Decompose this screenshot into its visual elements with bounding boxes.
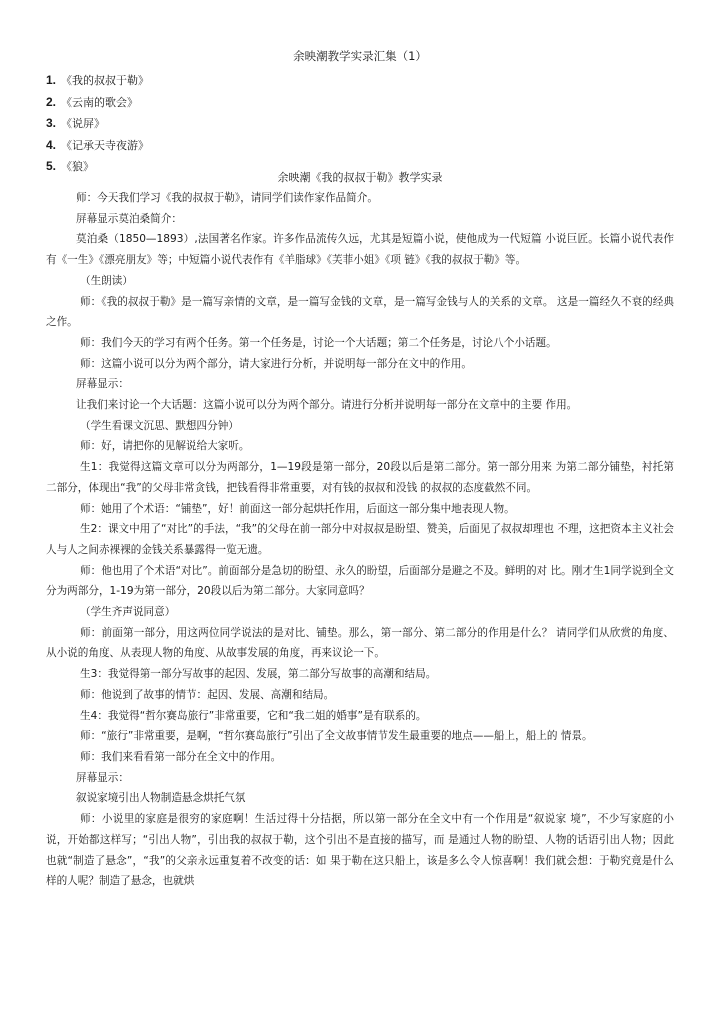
paragraph: 师：小说里的家庭是很穷的家庭啊！生活过得十分拮据，所以第一部分在全文中有一个作用是“叙说家 境”，不少写家庭的小说，开始都这样写；“引出人物”，引出我的叔叔于勒，这个引出不是直接的描写，而 是通过人物的盼望、人物的话语引出人物；因此也就“制造了悬念”，“我”的父亲永远重复着不改变的话：如 果于勒在这只船上，该是多么令人惊喜啊！我们就会想：于勒究竟是什么样的人呢？制造了悬念，也就烘 bbox=[46, 813, 674, 888]
paragraph: 叙说家境引出人物制造悬念烘托气氛 bbox=[76, 792, 246, 805]
paragraph: 师：他说到了故事的情节：起因、发展、高潮和结局。 bbox=[80, 688, 335, 701]
paragraph: 师：这篇小说可以分为两个部分，请大家进行分析，并说明每一部分在文中的作用。 bbox=[80, 357, 472, 370]
toc-item bbox=[46, 70, 149, 92]
paragraph: 屏幕显示莫泊桑简介： bbox=[76, 212, 182, 225]
paragraph: 让我们来讨论一个大话题：这篇小说可以分为两个部分。请进行分析并说明每一部分在文章中的主要 作用。 bbox=[76, 399, 578, 412]
toc-text: 《说屏》 bbox=[61, 117, 106, 130]
toc-number: 5. bbox=[46, 159, 57, 173]
paragraph: 师：前面第一部分，用这两位同学说法的是对比、铺垫。那么，第一部分、第二部分的作用是什么？ 请同学们从欣赏的角度、从小说的角度、从表现人物的角度、从故事发展的角度，再来议论一下。 bbox=[46, 626, 674, 660]
paragraph: 师：她用了个术语：“铺垫”，好！前面这一部分起烘托作用，后面这一部分集中地表现人物。 bbox=[80, 502, 515, 515]
toc-number: 1. bbox=[46, 73, 57, 87]
toc-number: 3. bbox=[46, 116, 57, 130]
paragraph: 屏幕显示： bbox=[76, 771, 129, 784]
paragraph: 生4：我觉得“哲尔赛岛旅行”非常重要，它和“我二姐的婚事”是有联系的。 bbox=[80, 709, 427, 722]
paragraph: （生朗读） bbox=[80, 274, 133, 287]
paragraph: 生1：我觉得这篇文章可以分为两部分，1—19段是第一部分，20段以后是第二部分。第一部分用来 为第二部分铺垫，衬托第二部分，体现出“我”的父母非常贪钱，把钱看得非常重要，对有钱的叔叔和没钱 的叔叔的态度截然不同。 bbox=[46, 461, 674, 494]
toc-text: 《云南的歌会》 bbox=[61, 95, 139, 109]
paragraph: （学生齐声说同意） bbox=[80, 606, 176, 619]
paragraph: 师：今天我们学习《我的叔叔于勒》，请同学们读作家作品简介。 bbox=[76, 192, 378, 204]
document-body bbox=[46, 188, 674, 892]
paragraph: 师：“旅行”非常重要，是啊，“哲尔赛岛旅行”引出了全文故事情节发生最重要的地点——船上，船上的 情景。 bbox=[80, 730, 593, 743]
lesson-title: 余映潮《我的叔叔于勒》教学实录 bbox=[277, 171, 443, 184]
paragraph: 师：《我的叔叔于勒》是一篇写亲情的文章，是一篇写金钱的文章，是一篇写金钱与人的关系的文章。 这是一篇经久不衰的经典之作。 bbox=[46, 295, 674, 329]
table-of-contents bbox=[46, 70, 149, 178]
toc-number: 4. bbox=[46, 137, 57, 152]
paragraph: 师：我们来看看第一部分在全文中的作用。 bbox=[80, 750, 282, 763]
paragraph: 生2：课文中用了“对比”的手法，“我”的父母在前一部分中对叔叔是盼望、赞美，后面见了叔叔却理也 不理，这把资本主义社会人与人之间赤裸裸的金钱关系暴露得一览无遗。 bbox=[46, 523, 674, 556]
paragraph: 师：他也用了个术语“对比”。前面部分是急切的盼望、永久的盼望，后面部分是避之不及。鲜明的对 比。刚才生1同学说到全文分为两部分，1-19为第一部分，20段以后为第二部分。大家同意吗？ bbox=[46, 564, 674, 598]
toc-text: 《我的叔叔于勒》 bbox=[61, 74, 150, 87]
paragraph: （学生看课文沉思、默想四分钟） bbox=[80, 419, 239, 432]
toc-item bbox=[46, 92, 149, 114]
paragraph: 师：好，请把你的见解说给大家听。 bbox=[80, 440, 250, 453]
toc-item bbox=[46, 135, 149, 157]
paragraph: 屏幕显示： bbox=[76, 378, 129, 391]
toc-text: 《狼》 bbox=[61, 160, 95, 173]
toc-item bbox=[46, 113, 149, 135]
document-title: 余映潮教学实录汇集（1） bbox=[293, 49, 427, 63]
paragraph: 莫泊桑（1850—1893）,法国著名作家。许多作品流传久远，尤其是短篇小说，使他成为一代短篇 小说巨匠。长篇小说代表作有《一生》《漂亮朋友》等；中短篇小说代表作有《羊脂球》《芙菲小姐》《项 链》《我的叔叔于勒》等。 bbox=[46, 233, 674, 267]
toc-text: 《记承天寺夜游》 bbox=[61, 138, 150, 152]
toc-number: 2. bbox=[46, 94, 57, 109]
paragraph: 生3：我觉得第一部分写故事的起因、发展，第二部分写故事的高潮和结局。 bbox=[80, 668, 437, 681]
paragraph: 师：我们今天的学习有两个任务。第一个任务是，讨论一个大话题；第二个任务是，讨论八个小话题。 bbox=[80, 336, 557, 349]
